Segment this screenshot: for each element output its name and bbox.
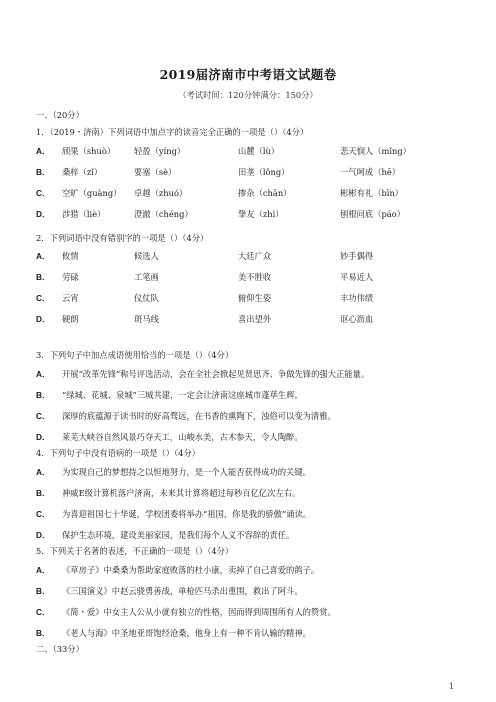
page-title: 2019届济南市中考语文试题卷: [159, 67, 337, 82]
exam-info: （考试时间：120分钟满分：150分）: [178, 90, 318, 100]
option-label: C．: [36, 411, 51, 421]
option-item: 喜出望外: [238, 314, 272, 324]
option-text: 保护生态环境，建设美丽家园，是我们每个人义不容辞的责任。: [62, 530, 295, 540]
option-item: 平易近人: [340, 272, 374, 282]
option-item: 劳碌: [62, 272, 79, 282]
option-label: B．: [36, 167, 51, 177]
option-item: 妙手偶得: [340, 251, 374, 261]
option-label: D．: [36, 209, 51, 219]
option-item: 掺杂（chān）: [238, 188, 292, 198]
option-text: 为喜迎祖国七十华诞，学校团委将举办“祖国，你是我的骄傲”诵读。: [62, 509, 312, 519]
question-stem: 3．下列句子中加点成语使用恰当的一项是（）（4分）: [36, 350, 234, 360]
option-label: B．: [36, 390, 51, 400]
option-item: 候选人: [134, 251, 159, 261]
option-item: 挚友（zhì）: [238, 209, 284, 219]
option-item: 硬朗: [62, 314, 79, 324]
section-heading: 二、（33分）: [36, 644, 84, 654]
option-item: 一气呵成（hē）: [340, 167, 401, 177]
option-item: 澄澈（chéng）: [134, 209, 193, 219]
option-item: 要塞（sè）: [134, 167, 177, 177]
option-item: 大廷广众: [238, 251, 272, 261]
option-label: D．: [36, 530, 51, 540]
option-label: C．: [36, 188, 51, 198]
option-label: D．: [36, 314, 51, 324]
option-label: B．: [36, 488, 51, 498]
option-label: B．: [36, 628, 51, 638]
option-text: 《三国演义》中赵云骁勇善战，单枪匹马杀出重围，救出了阿斗。: [62, 586, 303, 596]
option-item: 悲天悯人（mǐng）: [340, 146, 411, 156]
option-item: 刨根问底（páo）: [340, 209, 406, 219]
option-item: 桑梓（zǐ）: [62, 167, 103, 177]
option-text: 《老人与海》中圣地亚哥饱经沧桑，他身上有一种不肯认输的精神。: [62, 628, 311, 638]
option-item: 丰功伟绩: [340, 293, 374, 303]
option-item: 田垄（lǒng）: [238, 167, 290, 177]
option-text: 深厚的底蕴源于读书时的好高骛远，在书香的熏陶下，浊俗可以变为清雅。: [62, 411, 336, 421]
option-item: 工笔画: [134, 272, 159, 282]
question-stem: 4．下列句子中没有语病的一项是（）（4分）: [36, 448, 201, 458]
option-label: A．: [36, 565, 51, 575]
option-item: 卓越（zhuó）: [134, 188, 188, 198]
option-item: 轻盈（yíng）: [134, 146, 186, 156]
option-item: 颀果（shuò）: [62, 146, 116, 156]
option-item: 仪仗队: [134, 293, 159, 303]
option-item: 美不胜收: [238, 272, 272, 282]
option-item: 空旷（guàng）: [62, 188, 122, 198]
option-text: 开展“改革先锋”称号评选活动，会在全社会掀起见贤思齐、争做先锋的强大正能量。: [62, 369, 370, 379]
option-label: B．: [36, 272, 51, 282]
section-heading: 一、（20分）: [36, 110, 84, 120]
option-label: C．: [36, 293, 51, 303]
option-label: A．: [36, 467, 51, 477]
option-item: 斑马线: [134, 314, 159, 324]
option-label: B．: [36, 586, 51, 596]
option-text: 神威E级计算机落户济南，未来其计算将超过每秒百亿亿次左右。: [62, 488, 301, 498]
option-text: 《简・爱》中女主人公从小就有独立的性格，因而得到周围所有人的赞赏。: [62, 607, 336, 617]
option-label: C．: [36, 607, 51, 617]
option-item: 讴心沥血: [340, 314, 374, 324]
option-item: 云宵: [62, 293, 79, 303]
option-label: A．: [36, 146, 51, 156]
option-item: 山麓（lù）: [238, 146, 280, 156]
option-text: 《草房子》中桑桑为帮助家庭败落的杜小康，卖掉了自己喜爱的鸽子。: [62, 565, 320, 575]
page-number: 1: [448, 682, 454, 691]
option-item: 涉猎（liè）: [62, 209, 106, 219]
option-text: 为实现自己的梦想持之以恒地努力，是一个人能否获得成功的关键。: [62, 467, 311, 477]
option-label: D．: [36, 432, 51, 442]
question-stem: 2．下列词语中没有错别字的一项是（）（4分）: [36, 233, 209, 243]
option-label: A．: [36, 369, 51, 379]
option-label: A．: [36, 251, 51, 261]
option-text: “绿城、花城、泉城”三城共建，一定会让济南这座城市蓬荜生辉。: [62, 390, 303, 400]
option-item: 彬彬有礼（bīn）: [340, 188, 404, 198]
option-item: 俯仰生姿: [238, 293, 272, 303]
option-text: 莱芜大峡谷自然风景巧夺天工，山峻水美，古木参天，令人陶醉。: [62, 432, 303, 442]
option-item: 攸情: [62, 251, 79, 261]
option-label: C．: [36, 509, 51, 519]
question-stem: 5．下列关于名著的表述，不正确的一项是（）（4分）: [36, 546, 234, 556]
question-stem: 1．（2019・济南）下列词语中加点字的读音完全正确的一项是（）（4分）: [36, 127, 309, 137]
